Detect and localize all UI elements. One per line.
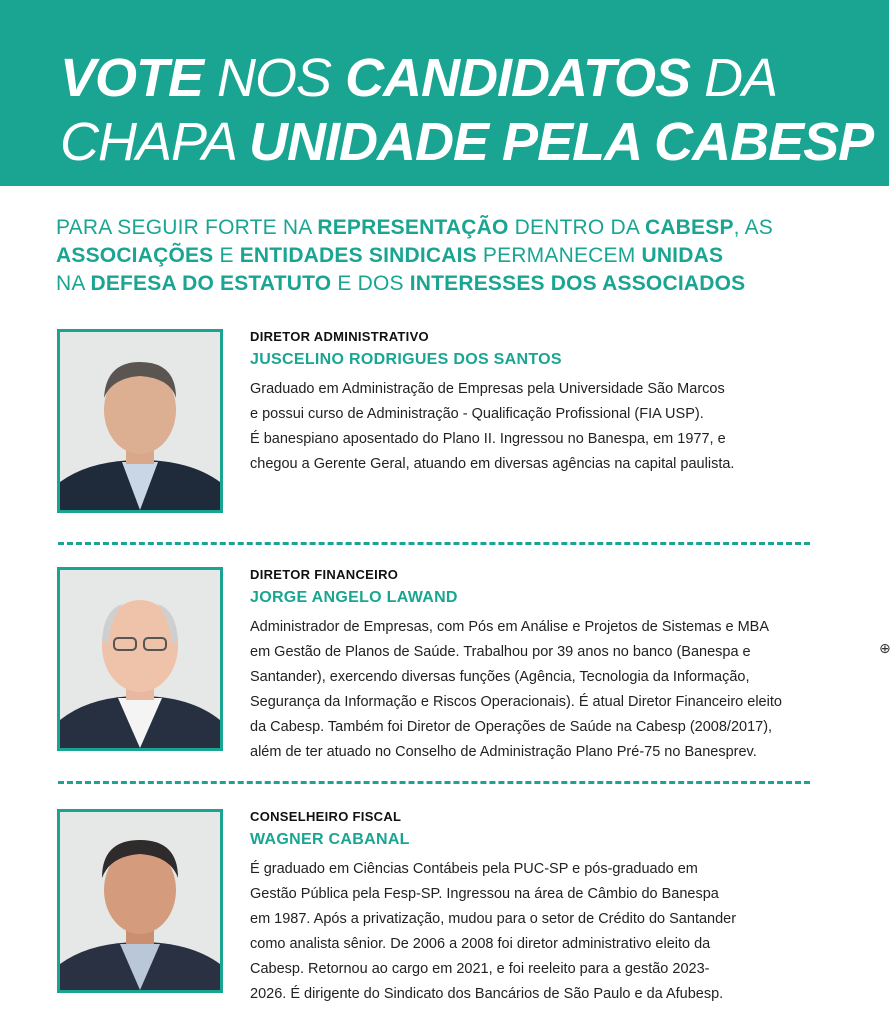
intro-segment: DENTRO DA bbox=[508, 216, 645, 239]
bio-line: além de ter atuado no Conselho de Administração Plano Pré-75 no Banesprev. bbox=[250, 744, 757, 760]
portrait-placeholder-icon bbox=[60, 812, 220, 990]
intro-text bbox=[56, 214, 846, 298]
bio-line: 2026. É dirigente do Sindicato dos Bancários de São Paulo e da Afubesp. bbox=[250, 986, 724, 1002]
candidate-role: CONSELHEIRO FISCAL bbox=[250, 809, 402, 824]
bio-line: Segurança da Informação e Riscos Operacionais). É atual Diretor Financeiro eleito bbox=[250, 694, 782, 710]
dashed-divider bbox=[58, 781, 810, 784]
intro-segment: ENTIDADES SINDICAIS bbox=[239, 244, 477, 267]
bio-line: Santander), exercendo diversas funções (Agência, Tecnologia da Informação, bbox=[250, 669, 750, 685]
portrait-placeholder-icon bbox=[60, 332, 220, 510]
intro-segment: PARA SEGUIR FORTE NA bbox=[56, 216, 318, 239]
title-line-1 bbox=[60, 48, 777, 108]
bio-line: em 1987. Após a privatização, mudou para o setor de Crédito do Santander bbox=[250, 911, 737, 927]
title-line-2 bbox=[60, 112, 873, 172]
bio-line: É graduado em Ciências Contábeis pela PUC-SP e pós-graduado em bbox=[250, 861, 698, 877]
bio-line: Administrador de Empresas, com Pós em Análise e Projetos de Sistemas e MBA bbox=[250, 619, 769, 635]
intro-segment: ASSOCIAÇÕES bbox=[56, 244, 214, 267]
bio-line: Gestão Pública pela Fesp-SP. Ingressou na área de Câmbio do Banespa bbox=[250, 886, 719, 902]
dashed-divider bbox=[58, 542, 810, 545]
bio-line: Graduado em Administração de Empresas pela Universidade São Marcos bbox=[250, 381, 725, 397]
intro-segment: NA bbox=[56, 272, 91, 295]
candidate-photo bbox=[57, 809, 223, 993]
title-segment: CHAPA bbox=[60, 112, 250, 172]
intro-segment: DEFESA DO ESTATUTO bbox=[90, 272, 332, 295]
candidate-name: WAGNER CABANAL bbox=[250, 831, 410, 848]
title-segment: NOS bbox=[217, 48, 346, 108]
title-segment: UNIDADE PELA CABESP bbox=[249, 112, 874, 172]
portrait-placeholder-icon bbox=[60, 570, 220, 748]
page-edge-mark-icon: ⊕ bbox=[879, 640, 891, 656]
candidate-photo bbox=[57, 329, 223, 513]
candidate-name: JUSCELINO RODRIGUES DOS SANTOS bbox=[250, 351, 562, 368]
bio-line: chegou a Gerente Geral, atuando em diversas agências na capital paulista. bbox=[250, 456, 735, 472]
bio-line: Cabesp. Retornou ao cargo em 2021, e foi reeleito para a gestão 2023- bbox=[250, 961, 710, 977]
intro-segment: E bbox=[213, 244, 240, 267]
candidate-role: DIRETOR ADMINISTRATIVO bbox=[250, 329, 429, 344]
title-segment: DA bbox=[704, 48, 778, 108]
intro-segment: INTERESSES DOS ASSOCIADOS bbox=[409, 272, 746, 295]
intro-segment: PERMANECEM bbox=[476, 244, 642, 267]
candidate-bio bbox=[250, 857, 820, 1007]
candidate-name: JORGE ANGELO LAWAND bbox=[250, 589, 458, 606]
bio-line: É banespiano aposentado do Plano II. Ingressou no Banespa, em 1977, e bbox=[250, 431, 726, 447]
intro-segment: E DOS bbox=[331, 272, 410, 295]
intro-segment: CABESP bbox=[644, 216, 734, 239]
bio-line: em Gestão de Planos de Saúde. Trabalhou por 39 anos no banco (Banespa e bbox=[250, 644, 751, 660]
bio-line: como analista sênior. De 2006 a 2008 foi diretor administrativo eleito da bbox=[250, 936, 711, 952]
intro-segment: REPRESENTAÇÃO bbox=[317, 216, 509, 239]
bio-line: e possui curso de Administração - Qualificação Profissional (FIA USP). bbox=[250, 406, 704, 422]
bio-line: da Cabesp. Também foi Diretor de Operações de Saúde na Cabesp (2008/2017), bbox=[250, 719, 773, 735]
candidate-role: DIRETOR FINANCEIRO bbox=[250, 567, 399, 582]
candidate-bio bbox=[250, 615, 820, 765]
candidate-photo bbox=[57, 567, 223, 751]
intro-segment: UNIDAS bbox=[641, 244, 724, 267]
intro-segment: , AS bbox=[733, 216, 773, 239]
title-segment: VOTE bbox=[60, 48, 218, 108]
header-banner bbox=[0, 0, 889, 186]
title-segment: CANDIDATOS bbox=[345, 48, 705, 108]
candidate-bio bbox=[250, 377, 820, 477]
